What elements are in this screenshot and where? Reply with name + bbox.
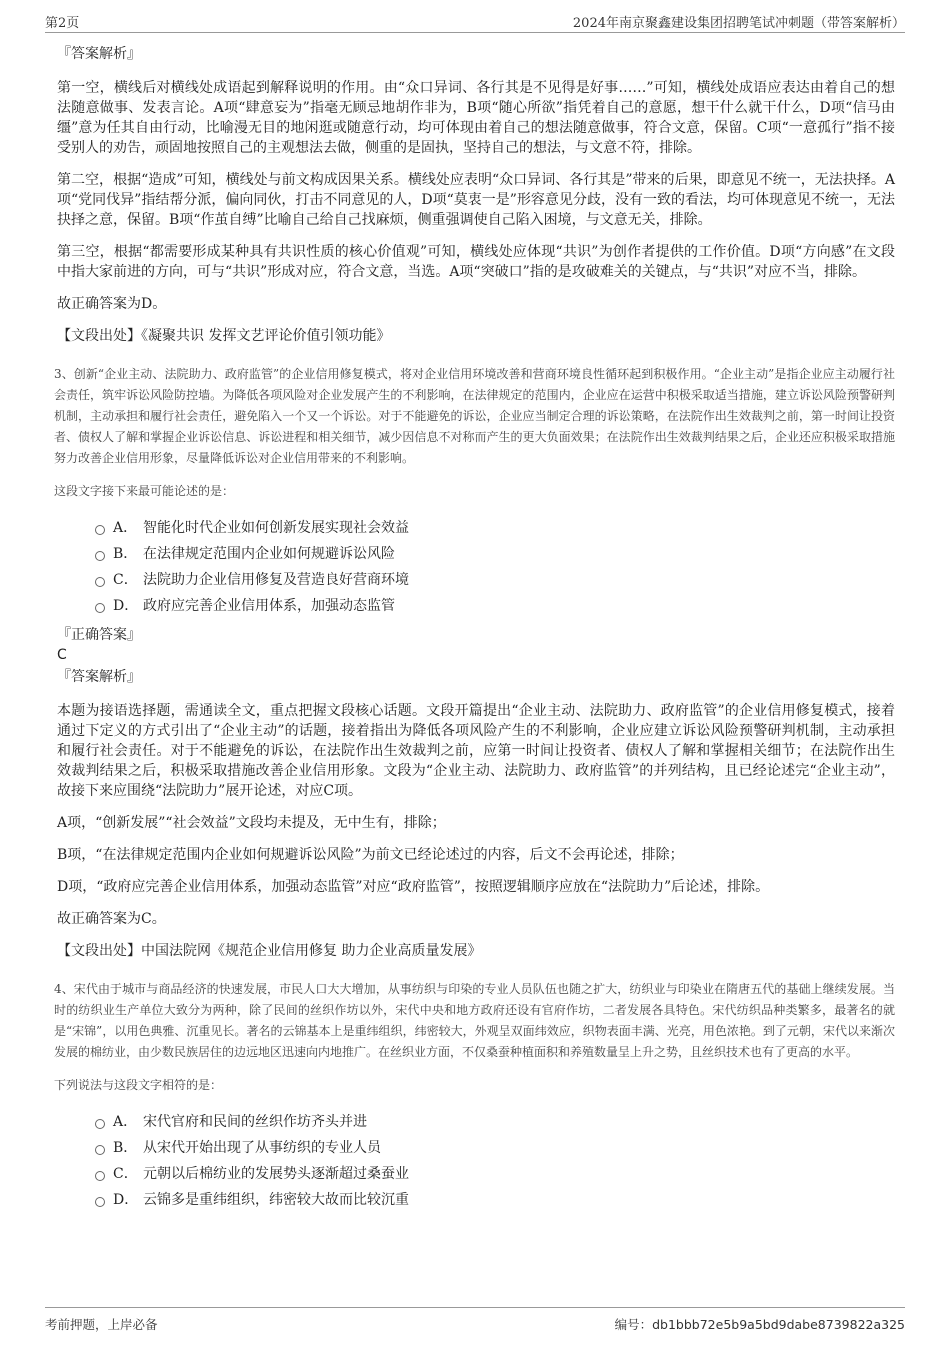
page-footer bbox=[45, 1307, 905, 1332]
option-a[interactable]: A． 宋代官府和民间的丝织作坊齐头并进 bbox=[95, 1109, 895, 1135]
document-title: 2024年南京聚鑫建设集团招聘笔试冲刺题（带答案解析） bbox=[572, 16, 905, 31]
analysis-paragraph: 第二空，根据“造成”可知，横线处与前文构成因果关系。横线处应表明“众口异词、各行其是”带来的后果，即意见不统一，无法抉择。A项“党同伐异”指结帮分派，偏向同伙，打击不同意见的人，D项“莫衷一是”形容意见分歧，没有一致的看法，均可体现意见不统一，无法抉择之意，保留。B项“作茧自缚”比喻自己给自己找麻烦，侧重强调使自己陷入困境，与文意无关，排除。 bbox=[57, 172, 895, 228]
analysis-paragraph: B项，“在法律规定范围内企业如何规避诉讼风险”为前文已经论述过的内容，后文不会再论述，排除； bbox=[57, 847, 684, 863]
option-text: 宋代官府和民间的丝织作坊齐头并进 bbox=[143, 1114, 367, 1130]
correct-answer: C bbox=[57, 647, 67, 663]
option-c[interactable]: C． 法院助力企业信用修复及营造良好营商环境 bbox=[95, 567, 895, 593]
question-4-text: 4、宋代由于城市与商品经济的快速发展，市民人口大大增加，从事纺织与印染的专业人员队伍也随之扩大，纺织业与印染业在隋唐五代的基础上继续发展。当时的纺织业生产单位大致分为两种，除了民间的丝织作坊以外，宋代中央和地方政府还设有官府作坊，二者发展各具特色。宋代纺织品种类繁多，最著名的就是“宋锦”，以用色典雅、沉重见长。著名的云锦基本上是重纬组织，纬密较大，外观呈双面纬效应，织物表面丰满、光亮，用色浓艳。到了元朝，宋代以来渐次发展的棉纺业，由少数民族居住的边远地区迅速向内地推广。在丝织业方面，不仅桑蚕种植面积和养殖数量呈上升之势，且丝织技术也有了更高的水平。 bbox=[54, 982, 895, 1059]
question-3-prompt: 这段文字接下来最可能论述的是： bbox=[54, 484, 235, 498]
document-body bbox=[54, 44, 895, 1219]
correct-answer-label: 『正确答案』 bbox=[57, 627, 141, 643]
analysis-label: 『答案解析』 bbox=[57, 669, 141, 685]
option-text: 云锦多是重纬组织，纬密较大故而比较沉重 bbox=[143, 1192, 409, 1208]
analysis-paragraph: A项，“创新发展”“社会效益”文段均未提及，无中生有，排除； bbox=[57, 815, 446, 831]
option-text: 政府应完善企业信用体系，加强动态监管 bbox=[143, 598, 395, 614]
radio-button[interactable] bbox=[95, 1171, 105, 1181]
option-text: 法院助力企业信用修复及营造良好营商环境 bbox=[143, 572, 409, 588]
question-4-options bbox=[95, 1109, 895, 1213]
radio-button[interactable] bbox=[95, 1119, 105, 1129]
radio-button[interactable] bbox=[95, 525, 105, 535]
option-b[interactable]: B． 在法律规定范围内企业如何规避诉讼风险 bbox=[95, 541, 895, 567]
option-c[interactable]: C． 元朝以后棉纺业的发展势头逐渐超过桑蚕业 bbox=[95, 1161, 895, 1187]
radio-button[interactable] bbox=[95, 551, 105, 561]
radio-button[interactable] bbox=[95, 1145, 105, 1155]
option-d[interactable]: D． 政府应完善企业信用体系，加强动态监管 bbox=[95, 593, 895, 619]
option-b[interactable]: B． 从宋代开始出现了从事纺织的专业人员 bbox=[95, 1135, 895, 1161]
option-d[interactable]: D． 云锦多是重纬组织，纬密较大故而比较沉重 bbox=[95, 1187, 895, 1213]
analysis-paragraph: 本题为接语选择题，需通读全文，重点把握文段核心话题。文段开篇提出“企业主动、法院助力、政府监管”的企业信用修复模式，接着通过下定义的方式引出了“企业主动”的话题，接着指出为降低各项风险产生的不利影响，企业应建立诉讼风险预警研判机制，主动承担和履行社会责任。对于不能避免的诉讼，在法院作出生效裁判之前，应第一时间让投资者、债权人了解和掌握相关细节；在法院作出生效裁判结果之后，积极采取措施改善企业信用形象。文段为“企业主动、法院助力、政府监管”的并列结构，且已经论述完“企业主动”，故接下来应围绕“法院助力”展开论述，对应C项。 bbox=[57, 703, 895, 799]
footer-slogan: 考前押题，上岸必备 bbox=[45, 1317, 158, 1332]
source-citation: 【文段出处】《凝聚共识 发挥文艺评论价值引领功能》 bbox=[57, 328, 391, 344]
question-4-prompt: 下列说法与这段文字相符的是： bbox=[54, 1078, 223, 1092]
question-3-text: 3、创新“企业主动、法院助力、政府监管”的企业信用修复模式，将对企业信用环境改善和营商环境良性循环起到积极作用。“企业主动”是指企业应主动履行社会责任，筑牢诉讼风险防控墙。为降低各项风险对企业发展产生的不利影响，在法律规定的范围内，企业应在运营中积极采取适当措施，建立诉讼风险预警研判机制，主动承担和履行社会责任，避免陷入一个又一个诉讼。对于不能避免的诉讼，企业应当制定合理的诉讼策略，在法院作出生效裁判之前，第一时间让投资者、债权人了解和掌握企业诉讼信息、诉讼进程和相关细节，减少因信息不对称而产生的更大负面效果；在法院作出生效裁判结果之后，企业还应积极采取措施努力改善企业信用形象，尽量降低诉讼对企业信用带来的不利影响。 bbox=[54, 367, 895, 465]
option-text: 元朝以后棉纺业的发展势头逐渐超过桑蚕业 bbox=[143, 1166, 409, 1182]
radio-button[interactable] bbox=[95, 1197, 105, 1207]
page-header bbox=[45, 10, 905, 33]
option-text: 在法律规定范围内企业如何规避诉讼风险 bbox=[143, 546, 395, 562]
page-number: 第2页 bbox=[45, 16, 80, 31]
code-value: db1bbb72e5b9a5bd9dabe8739822a325 bbox=[652, 1317, 905, 1332]
analysis-label: 『答案解析』 bbox=[57, 46, 141, 62]
analysis-conclusion: 故正确答案为D。 bbox=[57, 296, 167, 312]
radio-button[interactable] bbox=[95, 603, 105, 613]
code-label: 编号： bbox=[614, 1317, 653, 1332]
option-text: 智能化时代企业如何创新发展实现社会效益 bbox=[143, 520, 409, 536]
analysis-conclusion: 故正确答案为C。 bbox=[57, 911, 166, 927]
source-citation: 【文段出处】中国法院网《规范企业信用修复 助力企业高质量发展》 bbox=[57, 943, 482, 959]
radio-button[interactable] bbox=[95, 577, 105, 587]
analysis-paragraph: D项，“政府应完善企业信用体系，加强动态监管”对应“政府监管”，按照逻辑顺序应放在“法院助力”后论述，排除。 bbox=[57, 879, 770, 895]
question-3-options bbox=[95, 515, 895, 619]
analysis-paragraph: 第三空，根据“都需要形成某种具有共识性质的核心价值观”可知，横线处应体现“共识”为创作者提供的工作价值。D项“方向感”在文段中指大家前进的方向，可与“共识”形成对应，符合文意，当选。A项“突破口”指的是攻破难关的关键点，与“共识”对应不当，排除。 bbox=[57, 244, 895, 280]
option-a[interactable]: A． 智能化时代企业如何创新发展实现社会效益 bbox=[95, 515, 895, 541]
analysis-paragraph: 第一空，横线后对横线处成语起到解释说明的作用。由“众口异词、各行其是不见得是好事……”可知，横线处成语应表达由着自己的想法随意做事、发表言论。A项“肆意妄为”指毫无顾忌地胡作非为，B项“随心所欲”指凭着自己的意愿，想干什么就干什么，D项“信马由缰”意为任其自由行动，比喻漫无目的地闲逛或随意行动，均可体现由着自己的想法随意做事，符合文意，保留。C项“一意孤行”指不接受别人的劝告，顽固地按照自己的主观想法去做，侧重的是固执，坚持自己的想法，与文意不符，排除。 bbox=[57, 80, 895, 156]
document-code bbox=[615, 1315, 905, 1333]
option-text: 从宋代开始出现了从事纺织的专业人员 bbox=[143, 1140, 381, 1156]
